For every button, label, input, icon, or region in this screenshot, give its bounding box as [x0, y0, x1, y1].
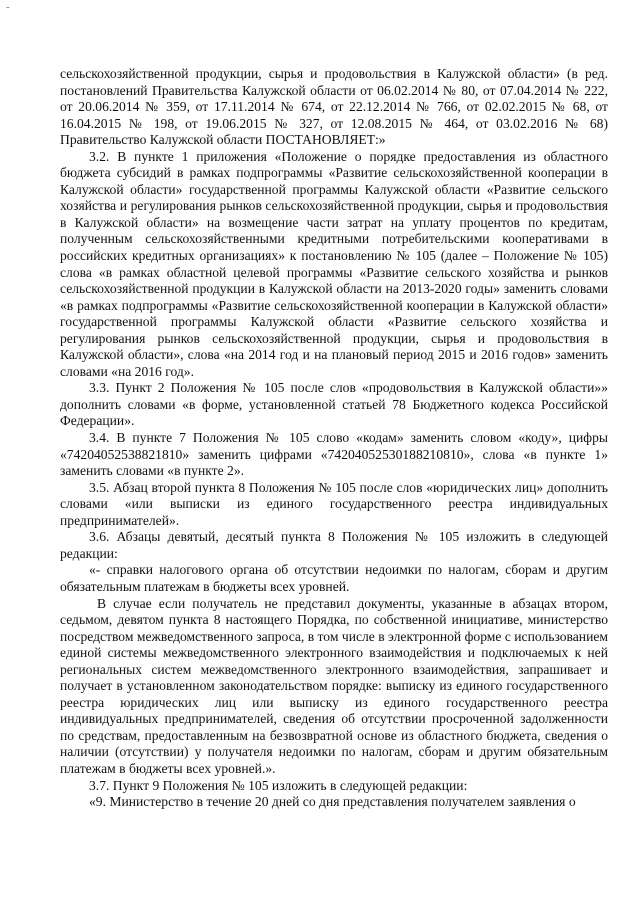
paragraph-quote-tax-certificate: «- справки налогового органа об отсутствии недоимки по налогам, сборам и другим обязательным платежам в бюджеты всех уровней. — [60, 562, 608, 594]
paragraph-3-4: 3.4. В пункте 7 Положения № 105 слово «кодам» заменить словом «коду», цифры «74204052538821810» заменить цифрами «74204052530188210810», слова «в пункте 1» заменить словами «в пункте 2». — [60, 430, 608, 479]
paragraph-quote-interdepartmental-request: В случае если получатель не представил документы, указанные в абзацах втором, седьмом, девятом пункта 8 настоящего Порядка, по собственной инициативе, министерство посредством межведомственного запроса, в том числе в электронной форме с использованием единой системы межведомственного электронного взаимодействия и подключаемых к ней региональных систем межведомственного электронного взаимодействия, запрашивает и получает в установленном законодательством порядке: выписку из единого государственного реестра юридических лиц или выписку из единого государственного реестра индивидуальных предпринимателей, сведения об отсутствии просроченной задолженности по средствам, предоставленным на безвозвратной основе из областного бюджета, сведения о наличии (отсутствии) у получателя недоимки по налогам, сборам и другим обязательным платежам в бюджеты всех уровней.». — [60, 595, 608, 776]
paragraph-3-6: 3.6. Абзацы девятый, десятый пункта 8 Положения № 105 изложить в следующей редакции: — [60, 529, 608, 561]
page-mark: - — [6, 1, 10, 13]
paragraph-3-7: 3.7. Пункт 9 Положения № 105 изложить в следующей редакции: — [89, 777, 468, 793]
paragraph-3-3: 3.3. Пункт 2 Положения № 105 после слов «продовольствия в Калужской области»» дополнить словами «в форме, установленной статьей 78 Бюджетного кодекса Российской Федерации». — [60, 380, 608, 429]
paragraph-3-5: 3.5. Абзац второй пункта 8 Положения № 105 после слов «юридических лиц» дополнить словами «или выписки из единого государственного реестра индивидуальных предпринимателей». — [60, 479, 608, 528]
document-body — [60, 66, 608, 811]
paragraph-preamble-end: сельскохозяйственной продукции, сырья и продовольствия в Калужской области» (в ред. постановлений Правительства Калужской области от 06.02.2014 № 80, от 07.04.2014 № 222, от 20.06.2014 № 359, от 17.11.2014 № 674, от 22.12.2014 № 766, от 02.02.2015 № 68, от 16.04.2015 № 198, от 19.06.2015 № 327, от 12.08.2015 № 464, от 03.02.2016 № 68) Правительство Калужской области ПОСТАНОВЛЯЕТ:» — [60, 66, 608, 148]
paragraph-3-2: 3.2. В пункте 1 приложения «Положение о порядке предоставления из областного бюджета субсидий в рамках подпрограммы «Развитие сельскохозяйственной кооперации в Калужской области» государственной программы Калужской области «Развитие сельского хозяйства и регулирования рынков сельскохозяйственной продукции, сырья и продовольствия в Калужской области» на возмещение части затрат на уплату процентов по кредитам, полученным сельскохозяйственными кредитными потребительскими кооперативами в российских кредитных организациях» к постановлению № 105 (далее – Положение № 105) слова «в рамках областной целевой программы «Развитие сельского хозяйства и рынков сельскохозяйственной продукции в Калужской области на 2013-2020 годы» заменить словами «в рамках подпрограммы «Развитие сельскохозяйственной кооперации в Калужской области» государственной программы Калужской области «Развитие сельского хозяйства и регулирования рынков сельскохозяйственной продукции, сырья и продовольствия в Калужской области», слова «на 2014 год и на плановый период 2015 и 2016 годов» заменить словами «на 2016 год». — [60, 148, 608, 379]
paragraph-quote-item-9: «9. Министерство в течение 20 дней со дня представления получателем заявления о — [89, 794, 576, 810]
